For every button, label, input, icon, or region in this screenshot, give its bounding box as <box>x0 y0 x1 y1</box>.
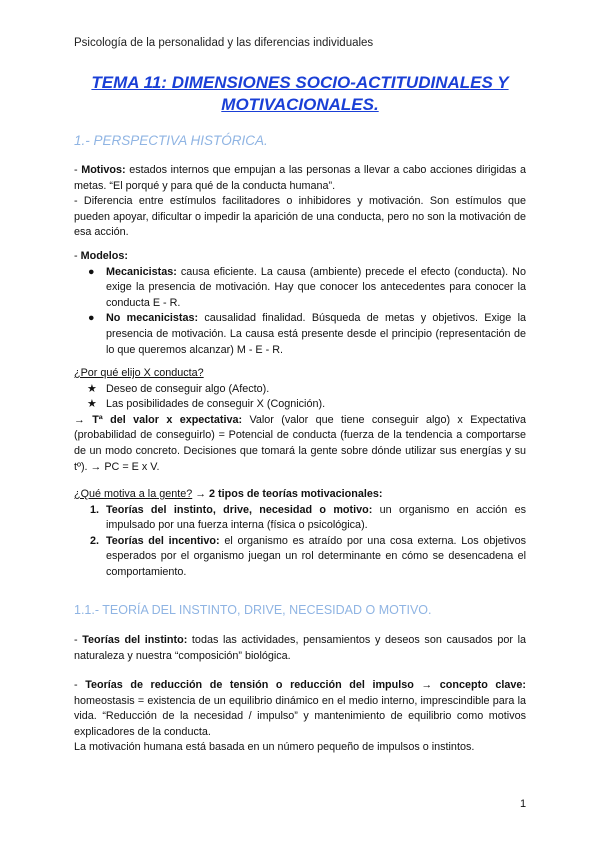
list-item <box>74 503 526 534</box>
item-text: causa eficiente. La causa (ambiente) precede el efecto (conducta). No exige la presencia de motivación. Hay que conocer los antecedentes para conocer la conducta E - R. <box>106 265 526 309</box>
list-item <box>74 534 526 581</box>
motiva-question: ¿Qué motiva a la gente? <box>74 488 193 500</box>
section-heading-historica: 1.- PERSPECTIVA HISTÓRICA. <box>74 133 268 148</box>
item-term: Teorías del instinto, drive, necesidad o motivo: <box>106 503 373 516</box>
dash: - <box>74 679 86 691</box>
reduccion-paragraph <box>74 678 526 740</box>
motivos-block <box>74 163 526 241</box>
instinto-text: todas las actividades, pensamientos y deseos son causados por la naturaleza y nuestra “composición” biológica. <box>74 634 526 662</box>
porque-block <box>74 366 526 475</box>
motiva-heading <box>74 487 526 503</box>
bullet-icon: ● <box>88 312 95 325</box>
reduccion-term: Teorías de reducción de tensión o reducción del impulso → concepto clave: <box>85 679 526 691</box>
valor-expectativa-paragraph <box>74 413 526 475</box>
item-number: 1. <box>90 503 100 516</box>
running-header: Psicología de la personalidad y las diferencias individuales <box>74 37 374 49</box>
motivos-term: Motivos: <box>81 164 126 176</box>
item-term: No mecanicistas: <box>106 312 199 325</box>
section-heading-instinto: 1.1.- TEORÍA DEL INSTINTO, DRIVE, NECESIDAD O MOTIVO. <box>74 603 432 617</box>
porque-question: ¿Por qué elijo X conducta? <box>74 367 204 379</box>
reduccion-block <box>74 678 526 756</box>
dash: - <box>74 164 82 176</box>
bullet-icon: ● <box>88 265 95 278</box>
dash: - <box>74 634 83 646</box>
item-number: 2. <box>90 534 100 547</box>
item-text: causalidad finalidad. Búsqueda de metas y objetivos. Exige la presencia de motivación. La causa está presente desde el principio (representación de lo que queremos alcanzar) M - E - R. <box>106 312 526 356</box>
valor-term: Tª del valor x expectativa: <box>92 413 243 426</box>
reduccion-text: homeostasis = existencia de un equilibrio dinámico en el medio interno, imprescindible para la vida. “Reducción de la necesidad / impulso” y mantenimiento de equilibrio como motivos explicadores de la conducta. <box>74 694 526 738</box>
list-item <box>74 265 526 312</box>
item-text: el organismo es atraído por una cosa externa. Los objetivos esperados por el organismo juegan un rol determinante en cómo se desencadena el comportamiento. <box>106 534 526 578</box>
motivos-text: estados internos que empujan a las personas a llevar a cabo acciones dirigidas a metas. “El porqué y para qué de la conducta humana”. <box>74 164 526 192</box>
list-item <box>74 397 526 413</box>
star-icon: ★ <box>87 398 97 411</box>
modelos-block <box>74 249 526 358</box>
diferencia-paragraph: - Diferencia entre estímulos facilitadores o inhibidores y motivación. Son estímulos que pueden apoyar, dificultar o impedir la aparición de una conducta, pero no son la motivación de esa acción. <box>74 195 526 239</box>
item-text: Las posibilidades de conseguir X (Cognición). <box>106 398 326 411</box>
motiva-list <box>74 503 526 581</box>
porque-list <box>74 382 526 413</box>
instinto-term: Teorías del instinto: <box>82 634 188 646</box>
page-title: TEMA 11: DIMENSIONES SOCIO-ACTITUDINALES Y MOTIVACIONALES. <box>91 73 509 114</box>
motiva-arrow-text: → 2 tipos de teorías motivacionales: <box>192 488 383 500</box>
list-item <box>74 382 526 398</box>
item-text: un organismo en acción es impulsado por una fuerza interna (física o psicológica). <box>106 503 526 532</box>
item-term: Mecanicistas: <box>106 265 177 278</box>
star-icon: ★ <box>87 382 97 395</box>
modelos-list <box>74 265 526 359</box>
item-text: Deseo de conseguir algo (Afecto). <box>106 382 270 395</box>
instinto-block <box>74 633 526 664</box>
modelos-term: Modelos: <box>80 250 128 262</box>
motivos-paragraph <box>74 163 526 194</box>
modelos-heading <box>74 249 526 265</box>
list-item <box>74 311 526 358</box>
page-number: 1 <box>520 798 527 810</box>
motiva-block <box>74 487 526 581</box>
valor-text: Valor (valor que tiene conseguir algo) x Expectativa (probabilidad de conseguirlo) = Potencial de conducta (fuerza de la tendencia a comportarse de un modo concreto. Decisiones que tomará la gente sobre dónde utilizar sus energías y su tº). → PC = E x V. <box>74 413 527 473</box>
motivacion-humana-paragraph: La motivación humana está basada en un número pequeño de impulsos o instintos. <box>74 741 475 754</box>
instinto-paragraph <box>74 633 526 664</box>
item-term: Teorías del incentivo: <box>106 534 220 547</box>
arrow: → <box>74 413 93 426</box>
dash: - <box>74 250 81 262</box>
